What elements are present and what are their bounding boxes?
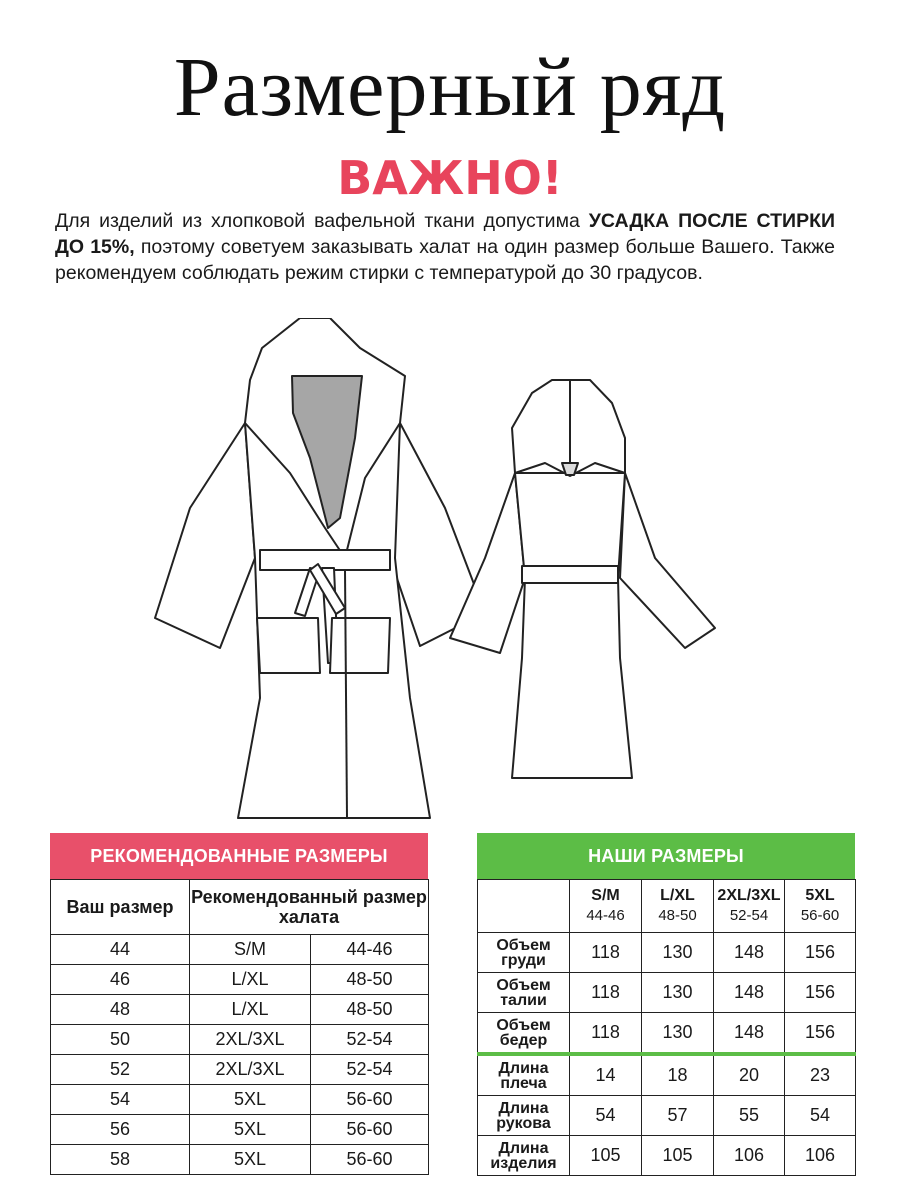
measurement-value: 156 <box>785 1013 856 1055</box>
robe-range-cell: 56-60 <box>311 1145 429 1175</box>
robe-size-cell: 2XL/3XL <box>190 1055 311 1085</box>
robe-size-cell: 2XL/3XL <box>190 1025 311 1055</box>
measurement-value: 130 <box>642 933 714 973</box>
size-label: 2XL/3XL <box>717 887 781 904</box>
your-size-cell: 48 <box>51 995 190 1025</box>
robe-range-cell: 52-54 <box>311 1055 429 1085</box>
page-title: Размерный ряд <box>173 41 727 134</box>
back-hood-tab <box>562 463 578 475</box>
measurement-value: 148 <box>714 933 785 973</box>
measurement-value: 130 <box>642 973 714 1013</box>
measurement-label <box>478 1136 570 1176</box>
front-pocket-right <box>330 618 390 673</box>
measurement-value: 54 <box>570 1096 642 1136</box>
measurement-value: 55 <box>714 1096 785 1136</box>
robe-size-cell: 5XL <box>190 1085 311 1115</box>
notice-text-1: Для изделий из хлопковой вафельной ткани допустима <box>55 210 589 232</box>
shrinkage-notice <box>55 208 835 286</box>
table-row <box>478 1096 856 1136</box>
measurement-value: 118 <box>570 933 642 973</box>
notice-bold: УСАДКА ПОСЛЕ СТИРКИ ДО 15%, <box>55 210 835 258</box>
our-sizes-grid <box>477 879 856 1176</box>
measurement-label <box>478 1096 570 1136</box>
measurement-label-line1: Длина <box>498 1059 549 1077</box>
recommended-grid <box>50 879 429 1175</box>
measurement-value: 148 <box>714 973 785 1013</box>
measurement-value: 57 <box>642 1096 714 1136</box>
table-row <box>478 1013 856 1055</box>
measurement-label-line1: Объем <box>496 1016 551 1034</box>
corner-cell <box>478 880 570 933</box>
robe-size-cell: L/XL <box>190 965 311 995</box>
measurement-value: 106 <box>785 1136 856 1176</box>
table-row <box>51 1115 429 1145</box>
table-row <box>51 1085 429 1115</box>
measurement-label <box>478 1054 570 1096</box>
size-range: 44-46 <box>586 907 625 924</box>
robe-range-cell: 56-60 <box>311 1085 429 1115</box>
table-row <box>478 973 856 1013</box>
table-row <box>51 935 429 965</box>
our-sizes-title: НАШИ РАЗМЕРЫ <box>477 833 855 879</box>
your-size-cell: 44 <box>51 935 190 965</box>
measurement-value: 105 <box>642 1136 714 1176</box>
robe-range-cell: 56-60 <box>311 1115 429 1145</box>
robe-range-cell: 48-50 <box>311 995 429 1025</box>
measurement-label <box>478 933 570 973</box>
measurement-label <box>478 1013 570 1055</box>
measurement-value: 156 <box>785 973 856 1013</box>
our-sizes-table <box>477 833 855 1176</box>
measurement-label-line1: Объем <box>496 936 551 954</box>
robe-range-cell: 48-50 <box>311 965 429 995</box>
size-range: 48-50 <box>658 907 697 924</box>
measurement-value: 118 <box>570 973 642 1013</box>
your-size-cell: 46 <box>51 965 190 995</box>
your-size-cell: 50 <box>51 1025 190 1055</box>
measurement-value: 156 <box>785 933 856 973</box>
measurement-value: 20 <box>714 1054 785 1096</box>
measurement-value: 18 <box>642 1054 714 1096</box>
table-row <box>51 1145 429 1175</box>
size-range: 56-60 <box>800 907 840 924</box>
recommended-sizes-table <box>50 833 428 1175</box>
size-column-header <box>570 880 642 933</box>
your-size-cell: 52 <box>51 1055 190 1085</box>
important-heading: ВАЖНО! <box>337 151 563 205</box>
table-row <box>51 1025 429 1055</box>
col-your-size: Ваш размер <box>51 880 190 935</box>
table-row <box>478 1054 856 1096</box>
measurement-value: 106 <box>714 1136 785 1176</box>
back-hood <box>512 380 625 476</box>
table-row <box>51 965 429 995</box>
measurement-label-line2: талии <box>500 991 547 1009</box>
measurement-value: 23 <box>785 1054 856 1096</box>
measurement-value: 148 <box>714 1013 785 1055</box>
measurement-label-line2: груди <box>501 951 546 969</box>
robe-range-cell: 44-46 <box>311 935 429 965</box>
measurement-value: 14 <box>570 1054 642 1096</box>
measurement-label-line2: плеча <box>500 1074 547 1092</box>
size-column-header <box>785 880 856 933</box>
measurement-label-line2: рукова <box>496 1114 551 1132</box>
size-label: S/M <box>591 887 620 904</box>
bathrobe-illustration <box>150 318 720 830</box>
table-row <box>51 995 429 1025</box>
robe-size-cell: 5XL <box>190 1145 311 1175</box>
recommended-sizes-title: РЕКОМЕНДОВАННЫЕ РАЗМЕРЫ <box>50 833 428 879</box>
measurement-label <box>478 973 570 1013</box>
measurement-value: 118 <box>570 1013 642 1055</box>
robe-range-cell: 52-54 <box>311 1025 429 1055</box>
notice-text-2: поэтому советуем заказывать халат на один размер больше Вашего. Также рекомендуем соблюдать режим стирки с температурой до 30 градусов. <box>55 236 835 284</box>
measurement-value: 130 <box>642 1013 714 1055</box>
measurement-label-line2: изделия <box>490 1154 557 1172</box>
size-label: L/XL <box>660 887 695 904</box>
measurement-value: 54 <box>785 1096 856 1136</box>
table-row <box>478 933 856 973</box>
front-left-sleeve <box>155 423 255 648</box>
measurement-label-line1: Объем <box>496 976 551 994</box>
your-size-cell: 58 <box>51 1145 190 1175</box>
size-label: 5XL <box>805 887 835 904</box>
robe-size-cell: 5XL <box>190 1115 311 1145</box>
size-column-header <box>714 880 785 933</box>
front-pocket-left <box>257 618 320 673</box>
your-size-cell: 56 <box>51 1115 190 1145</box>
measurement-value: 105 <box>570 1136 642 1176</box>
table-row <box>478 1136 856 1176</box>
back-belt <box>522 566 618 583</box>
measurement-label-line1: Длина <box>498 1139 549 1157</box>
measurement-label-line2: бедер <box>499 1031 548 1049</box>
back-body <box>512 473 632 778</box>
col-recommended-size: Рекомендованный размер халата <box>190 880 429 935</box>
size-column-header <box>642 880 714 933</box>
back-right-sleeve <box>620 473 715 648</box>
your-size-cell: 54 <box>51 1085 190 1115</box>
size-range: 52-54 <box>729 907 769 924</box>
robe-size-cell: L/XL <box>190 995 311 1025</box>
robe-size-cell: S/M <box>190 935 311 965</box>
table-row <box>51 1055 429 1085</box>
measurement-label-line1: Длина <box>498 1099 549 1117</box>
